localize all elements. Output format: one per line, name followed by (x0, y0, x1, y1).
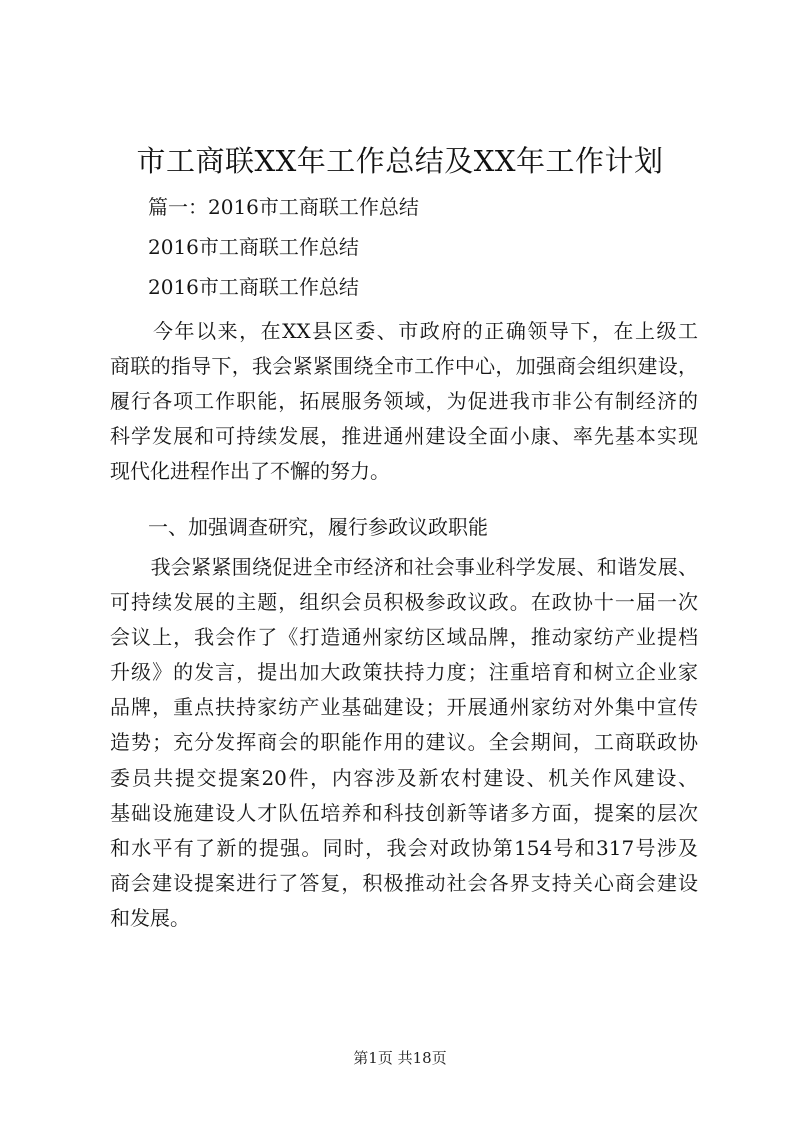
paragraph-line: 会议上，我会作了《打造通州家纺区域品牌，推动家纺产业提档 (110, 625, 698, 650)
heading-report-title-repeat: 2016市工商联工作总结 (148, 275, 359, 299)
paragraph-line: 今年以来，在XX县区委、市政府的正确领导下，在上级工 (110, 319, 698, 343)
page-number-footer: 第1页 共18页 (353, 1049, 447, 1067)
heading-report-title: 2016市工商联工作总结 (148, 235, 359, 259)
paragraph-line: 升级》的发言，提出加大政策扶持力度；注重培育和树立企业家 (110, 660, 698, 685)
paragraph-line: 基础设施建设人才队伍培养和科技创新等诸多方面，提案的层次 (110, 800, 698, 825)
paragraph-line: 履行各项工作职能，拓展服务领域，为促进我市非公有制经济的 (110, 389, 698, 414)
heading-part-one: 篇一：2016市工商联工作总结 (148, 195, 419, 219)
paragraph-line: 商会建设提案进行了答复，积极推动社会各界支持关心商会建设 (110, 870, 698, 895)
paragraph-line: 可持续发展的主题，组织会员积极参政议政。在政协十一届一次 (110, 590, 698, 615)
paragraph-line: 现代化进程作出了不懈的努力。 (110, 459, 390, 484)
paragraph-line: 和发展。 (110, 905, 190, 930)
paragraph-introduction (110, 314, 698, 489)
paragraph-line: 科学发展和可持续发展，推进通州建设全面小康、率先基本实现 (110, 424, 698, 449)
paragraph-line: 委员共提交提案20件，内容涉及新农村建设、机关作风建设、 (110, 765, 698, 790)
section-heading-research: 一、加强调查研究，履行参政议政职能 (148, 515, 488, 539)
document-title: 市工商联XX年工作总结及XX年工作计划 (136, 144, 664, 178)
paragraph-political-participation (110, 550, 698, 936)
paragraph-line: 造势；充分发挥商会的职能作用的建议。全会期间，工商联政协 (110, 730, 698, 755)
paragraph-line: 商联的指导下，我会紧紧围绕全市工作中心，加强商会组织建设， (110, 354, 698, 379)
paragraph-line: 我会紧紧围绕促进全市经济和社会事业科学发展、和谐发展、 (110, 555, 698, 579)
paragraph-line: 品牌，重点扶持家纺产业基础建设；开展通州家纺对外集中宣传 (110, 695, 698, 720)
paragraph-line: 和水平有了新的提强。同时，我会对政协第154号和317号涉及 (110, 835, 698, 860)
